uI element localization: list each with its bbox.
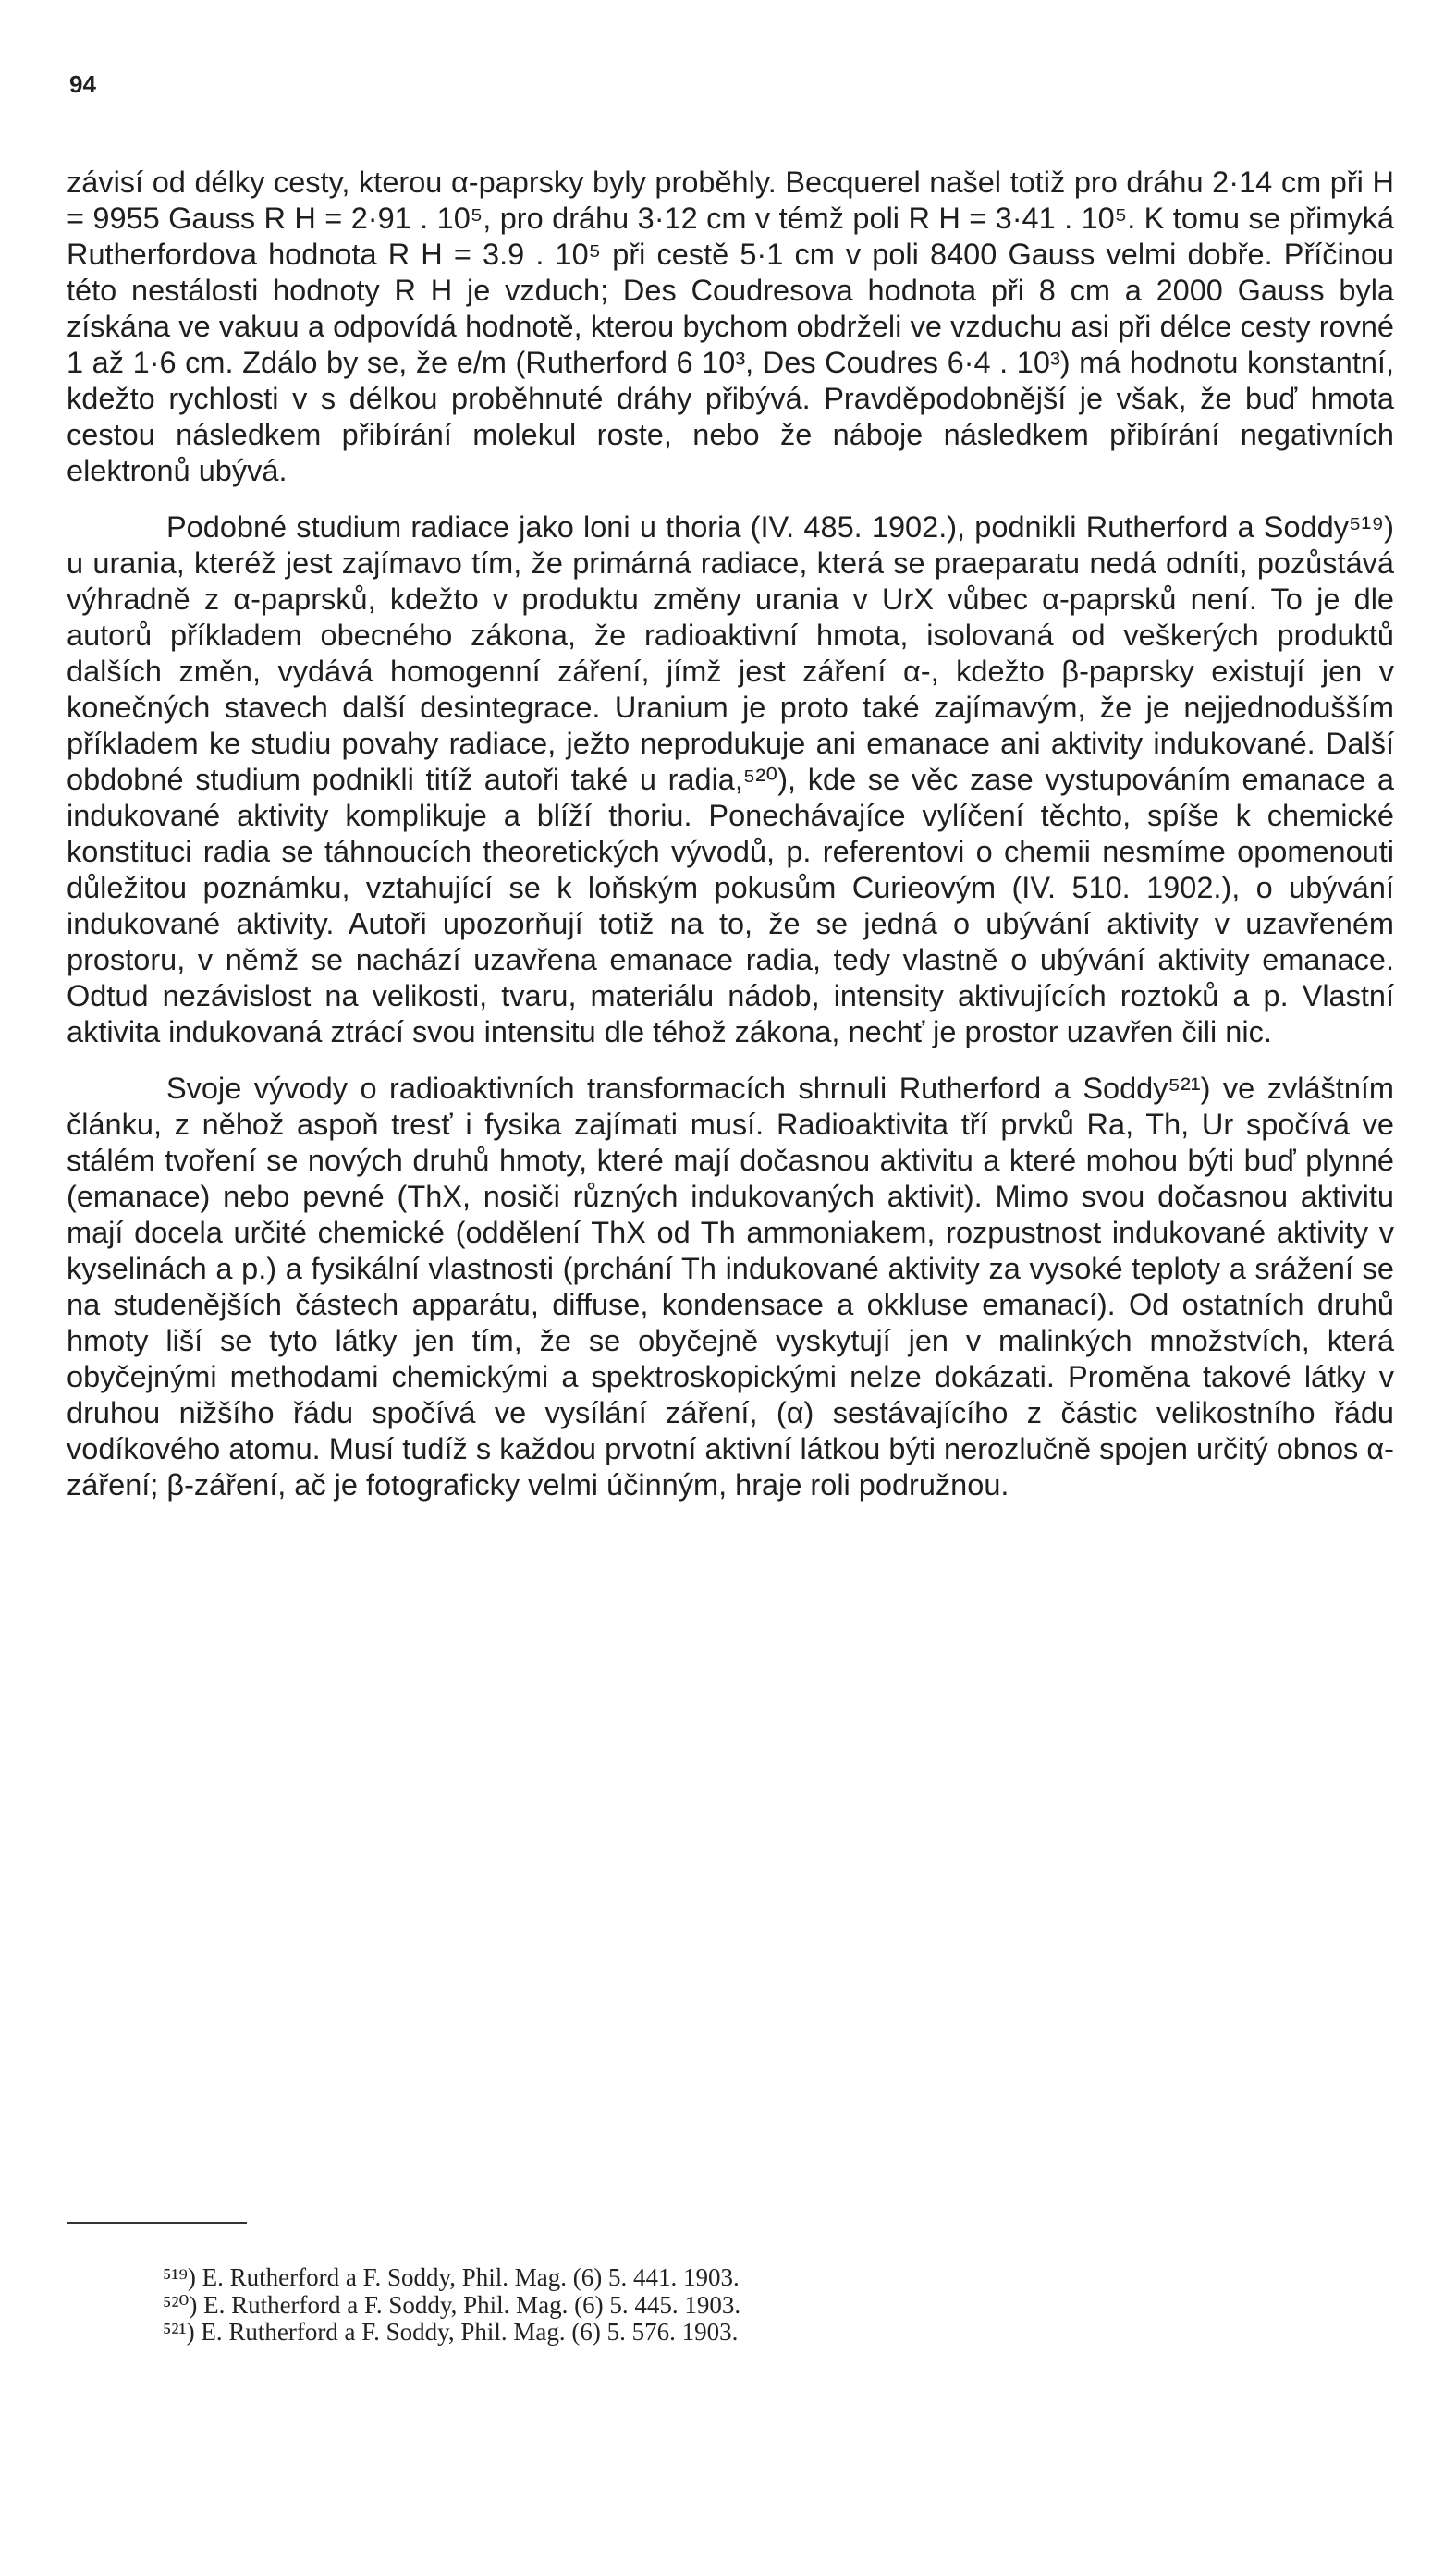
paragraph-radioactive-transformations: Svoje vývody o radioaktivních transformacích shrnuli Rutherford a Soddy⁵²¹) ve zvláštním článku, z něhož aspoň tresť i fysika zajímati musí. Radioaktivita tří prvků Ra, Th, Ur spočívá ve stálém tvoření se nových druhů hmoty, které mají dočasnou aktivitu a které mohou býti buď plynné (emanace) nebo pevné (ThX, nosiči různých indukovaných aktivit). Mimo svou dočasnou aktivitu mají docela určité chemické (oddělení ThX od Th ammoniakem, rozpustnost indukované aktivity v kyselinách a p.) a fysikální vlastnosti (prchání Th indukované aktivity za vysoké teploty a srážení se na studenějších částech apparátu, diffuse, kondensace a okkluse emanací). Od ostatních druhů hmoty liší se tyto látky jen tím, že se obyčejně vyskytují jen v malinkých množstvích, která obyčejnými methodami chemickými a spektroskopickými nelze dokázati. Proměna takové látky v druhou nižšího řádu spočívá ve vysílání záření, (α) sestávajícího z částic velikostního řádu vodíkového atomu. Musí tudíž s každou prvotní aktivní látkou býti nerozlučně spojen určitý obnos α-záření; β-záření, ač je fotograficky velmi účinným, hraje roli podružnou. (67, 1072, 1394, 1502)
footnote-520: ⁵²⁰) E. Rutherford a F. Soddy, Phil. Mag. (6) 5. 445. 1903. (163, 2290, 741, 2319)
page-number: 94 (69, 70, 96, 98)
footnote-519: ⁵¹⁹) E. Rutherford a F. Soddy, Phil. Mag. (6) 5. 441. 1903. (163, 2263, 740, 2291)
body-text (67, 165, 1394, 1503)
paragraph-uranium-radiation: Podobné studium radiace jako loni u thoria (IV. 485. 1902.), podnikli Rutherford a Soddy⁵¹⁹) u urania, kteréž jest zajímavo tím, že primárná radiace, která se praeparatu nedá odníti, pozůstává výhradně z α-paprsků, kdežto v produktu změny urania v UrX vůbec α-paprsků není. To je dle autorů příkladem obecného zákona, že radioaktivní hmota, isolovaná od veškerých produktů dalších změn, vydává homogenní záření, jímž jest záření α-, kdežto β-paprsky existují jen v konečných stavech další desintegrace. Uranium je proto také zajímavým, že je nejjednodušším příkladem ke studiu povahy radiace, ježto neprodukuje ani emanace ani aktivity indukované. Další obdobné studium podnikli titíž autoři také u radia,⁵²⁰), kde se věc zase vystupováním emanace a indukované aktivity komplikuje a blíží thoriu. Ponechávajíce vylíčení těchto, spíše k chemické konstituci radia se táhnoucích theoretických vývodů, p. referentovi o chemii nesmíme opomenouti důležitou poznámku, vztahující se k loňským pokusům Curieovým (IV. 510. 1902.), o ubývání indukované aktivity. Autoři upozorňují totiž na to, že se jedná o ubývání aktivity v uzavřeném prostoru, v němž se nachází uzavřena emanace radia, tedy vlastně o ubývání aktivity emanace. Odtud nezávislost na velikosti, tvaru, materiálu nádob, intensity aktivujících roztoků a p. Vlastní aktivita indukovaná ztrácí svou intensitu dle téhož zákona, nechť je prostor uzavřen čili nic. (67, 510, 1394, 1048)
footnote-divider (67, 2222, 247, 2224)
paragraph-continuation: závisí od délky cesty, kterou α-paprsky byly proběhly. Becquerel našel totiž pro dráhu 2·14 cm při H = 9955 Gauss R H = 2·91 . 10⁵, pro dráhu 3·12 cm v témž poli R H = 3·41 . 10⁵. K tomu se přimyká Rutherfordova hodnota R H = 3.9 . 10⁵ při cestě 5·1 cm v poli 8400 Gauss velmi dobře. Příčinou této nestálosti hodnoty R H je vzduch; Des Coudresova hodnota při 8 cm a 2000 Gauss byla získána ve vakuu a odpovídá hodnotě, kterou bychom obdrželi ve vzduchu asi při délce cesty rovné 1 až 1·6 cm. Zdálo by se, že e/m (Rutherford 6 10³, Des Coudres 6·4 . 10³) má hodnotu konstantní, kdežto rychlosti v s délkou proběhnuté dráhy přibývá. Pravděpodobnější je však, že buď hmota cestou následkem přibírání molekul roste, nebo že náboje následkem přibírání negativních elektronů ubývá. (67, 165, 1394, 487)
footnote-521: ⁵²¹) E. Rutherford a F. Soddy, Phil. Mag. (6) 5. 576. 1903. (163, 2318, 739, 2346)
footnotes (163, 2264, 1133, 2347)
